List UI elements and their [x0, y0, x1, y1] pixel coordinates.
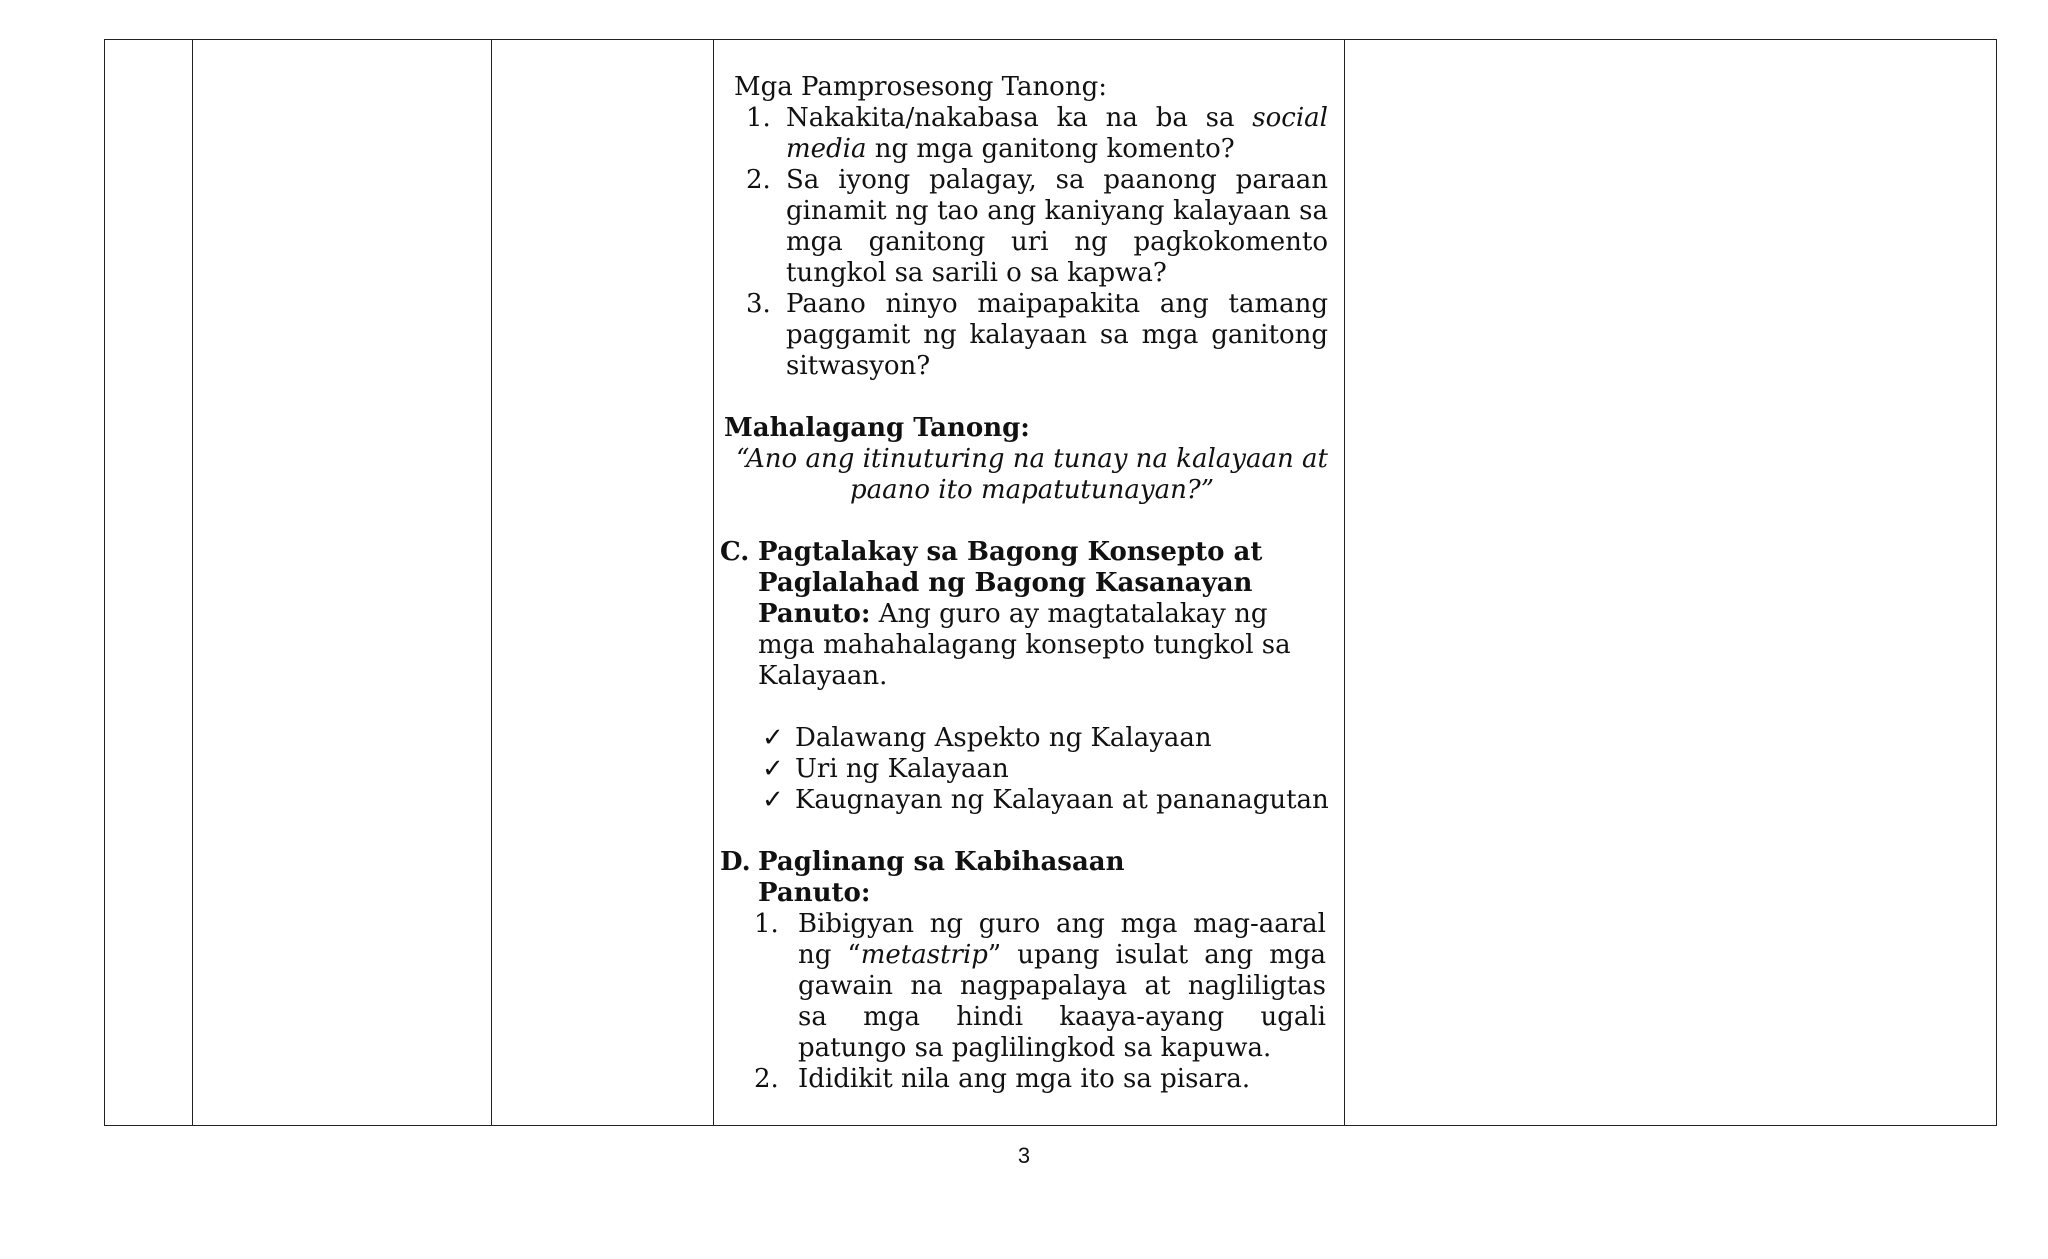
item-text: Ididikit nila ang mga ito sa pisara.: [798, 1064, 1251, 1094]
list-item: [712, 165, 1332, 289]
list-item: [712, 785, 1332, 816]
list-number: 3.: [746, 289, 771, 319]
process-questions-heading: Mga Pamprosesong Tanong:: [734, 72, 1107, 102]
question-text: Sa iyong palagay, sa paanong paraan ginamit ng tao ang kaniyang kalayaan sa mga ganitong uri ng pagkokomento tungkol sa sarili o sa kapwa?: [786, 165, 1328, 288]
list-item: [712, 103, 1332, 165]
item-text: ” upang isulat ang mga gawain na nagpapalaya at nagliligtas sa mga hindi kaaya-ayang ugali patungo sa paglilingkod sa kapuwa.: [798, 940, 1326, 1063]
section-d-heading: [720, 847, 1332, 878]
checklist-text: Uri ng Kalayaan: [795, 754, 1009, 784]
checklist-text: Dalawang Aspekto ng Kalayaan: [795, 723, 1212, 753]
list-number: 1.: [754, 909, 779, 939]
procedure-cell: [712, 72, 1332, 1095]
table-cell-empty: [1346, 39, 1996, 1126]
section-letter: D.: [720, 847, 751, 877]
section-title: Pagtalakay sa Bagong Konsepto at Paglalahad ng Bagong Kasanayan: [758, 537, 1263, 598]
section-d-list: [712, 909, 1332, 1095]
process-questions-list: [712, 103, 1332, 382]
section-title: Paglinang sa Kabihasaan: [758, 847, 1125, 877]
concept-checklist: [712, 723, 1332, 816]
list-item: [712, 289, 1332, 382]
table-cell-empty: [493, 39, 713, 1126]
checklist-text: Kaugnayan ng Kalayaan at pananagutan: [795, 785, 1329, 815]
table-cell-empty: [105, 39, 192, 1126]
item-emphasis: metastrip: [860, 940, 988, 970]
page-number: 3: [1017, 1143, 1031, 1168]
list-item: [712, 723, 1332, 754]
column-divider: [192, 39, 193, 1126]
question-text: ng mga ganitong komento?: [866, 134, 1235, 164]
checkmark-icon: ✓: [762, 723, 784, 753]
column-divider: [491, 39, 492, 1126]
instruction-text: Ang guro ay magtatalakay ng mga mahahalagang konsepto tungkol sa Kalayaan.: [758, 599, 1291, 691]
checkmark-icon: ✓: [762, 754, 784, 784]
list-number: 2.: [746, 165, 771, 195]
item-text: Bibigyan ng guro ang mga mag-aaral ng “: [798, 909, 1326, 970]
column-divider: [1344, 39, 1345, 1126]
list-number: 2.: [754, 1064, 779, 1094]
list-number: 1.: [746, 103, 771, 133]
checkmark-icon: ✓: [762, 785, 784, 815]
section-c-heading: [720, 537, 1332, 599]
list-item: [712, 909, 1332, 1064]
list-item: [712, 1064, 1332, 1095]
section-d-instruction-label: Panuto:: [758, 878, 871, 908]
question-text: Nakakita/nakabasa ka na ba sa: [786, 103, 1253, 133]
question-emphasis: social media: [786, 103, 1328, 164]
table-cell-empty: [194, 39, 491, 1126]
section-c-instruction: [720, 599, 1332, 692]
question-text: Paano ninyo maipapakita ang tamang paggamit ng kalayaan sa mga ganitong sitwasyon?: [786, 289, 1328, 381]
list-item: [712, 754, 1332, 785]
essential-question: “Ano ang itinuturing na tunay na kalayaan at paano ito mapatutunayan?”: [736, 444, 1328, 505]
instruction-label: Panuto:: [758, 599, 871, 629]
section-letter: C.: [720, 537, 750, 567]
essential-question-heading: Mahalagang Tanong:: [724, 413, 1030, 443]
